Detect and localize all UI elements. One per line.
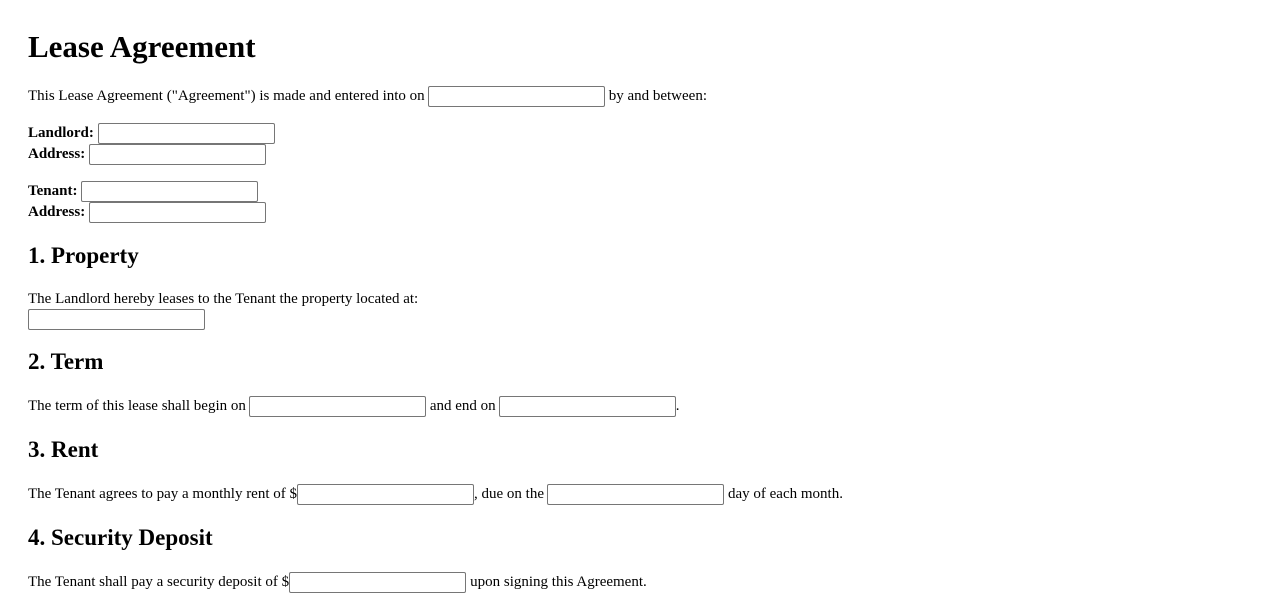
term-end-date-input[interactable]	[499, 396, 676, 417]
tenant-name-row	[28, 180, 262, 202]
property-address-row	[28, 308, 205, 330]
security-deposit-input[interactable]	[289, 572, 466, 593]
property-text-line	[28, 288, 418, 310]
deposit-text-before: The Tenant shall pay a security deposit of $	[28, 574, 290, 590]
property-address-input[interactable]	[28, 309, 205, 330]
agreement-date-input[interactable]	[428, 86, 605, 107]
page-title: Lease Agreement	[28, 29, 256, 64]
rent-text-middle: , due on the	[474, 486, 544, 502]
rent-due-day-input[interactable]	[547, 484, 724, 505]
landlord-address-label: Address:	[28, 146, 86, 162]
intro-line	[28, 85, 707, 107]
rent-line	[28, 483, 843, 505]
landlord-address-input[interactable]	[89, 144, 266, 165]
section-heading-security-deposit: 4. Security Deposit	[28, 525, 213, 550]
term-text-before: The term of this lease shall begin on	[28, 398, 246, 414]
section-heading-property: 1. Property	[28, 243, 139, 268]
term-text-after: .	[675, 398, 680, 414]
intro-text-after: by and between:	[608, 88, 707, 104]
tenant-label: Tenant:	[28, 183, 78, 199]
landlord-address-row	[28, 143, 270, 165]
section-heading-rent: 3. Rent	[28, 437, 99, 462]
landlord-name-row	[28, 122, 279, 144]
term-start-date-input[interactable]	[249, 396, 426, 417]
deposit-text-after: upon signing this Agreement.	[470, 574, 647, 590]
rent-text-before: The Tenant agrees to pay a monthly rent of $	[28, 486, 298, 502]
rent-text-after: day of each month.	[728, 486, 843, 502]
tenant-address-input[interactable]	[89, 202, 266, 223]
monthly-rent-input[interactable]	[297, 484, 474, 505]
landlord-name-input[interactable]	[98, 123, 275, 144]
term-line	[28, 395, 679, 417]
intro-text-before: This Lease Agreement ("Agreement") is made and entered into on	[28, 88, 425, 104]
deposit-line	[28, 571, 647, 593]
landlord-label: Landlord:	[28, 125, 94, 141]
tenant-address-row	[28, 201, 270, 223]
tenant-address-label: Address:	[28, 204, 86, 220]
section-heading-term: 2. Term	[28, 349, 104, 374]
term-text-middle: and end on	[429, 398, 496, 414]
tenant-name-input[interactable]	[81, 181, 258, 202]
property-text: The Landlord hereby leases to the Tenant the property located at:	[28, 291, 419, 307]
